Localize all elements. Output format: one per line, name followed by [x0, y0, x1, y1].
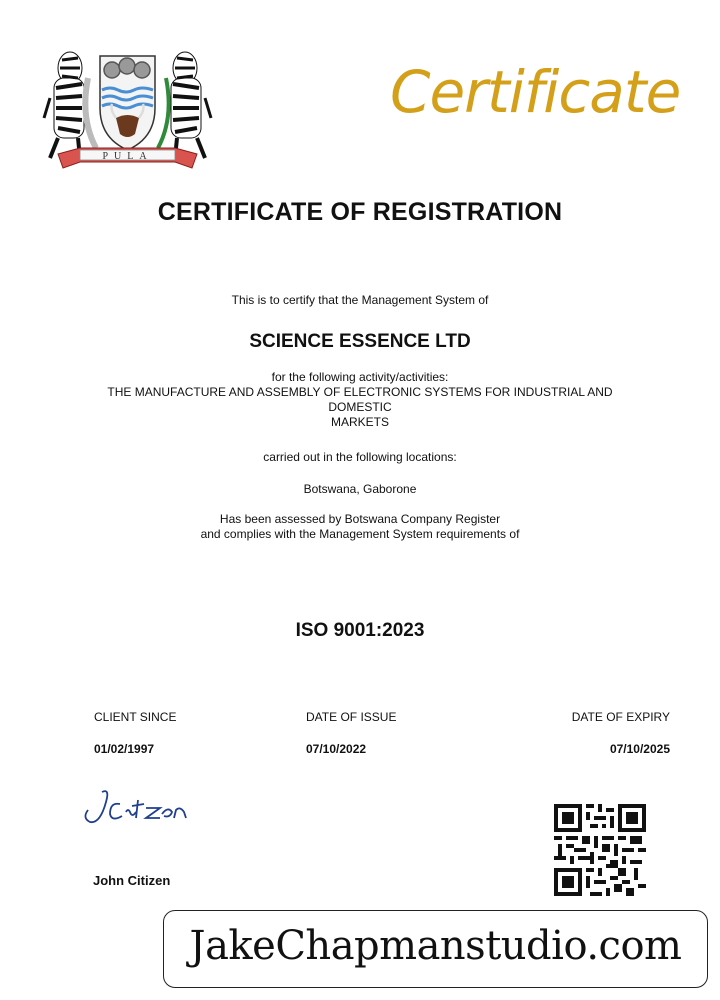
- signature-icon: [80, 782, 200, 832]
- watermark-banner: [163, 910, 708, 988]
- date-of-issue-label: DATE OF ISSUE: [306, 710, 397, 724]
- activity-intro: for the following activity/activities:: [271, 370, 449, 384]
- coat-of-arms-icon: [40, 38, 215, 173]
- client-since-value: 01/02/1997: [94, 742, 155, 756]
- activity-line: THE MANUFACTURE AND ASSEMBLY OF ELECTRONIC SYSTEMS FOR INDUSTRIAL AND: [107, 385, 613, 399]
- page-title: CERTIFICATE OF REGISTRATION: [157, 198, 563, 226]
- date-of-issue-value: 07/10/2022: [306, 742, 367, 756]
- left-zebra: [44, 52, 84, 158]
- activity-block: [0, 370, 720, 430]
- watermark-text: JakeChapmanstudio.com: [189, 923, 682, 969]
- activity-line: DOMESTIC: [328, 400, 392, 414]
- certificate-word: Certificate: [390, 58, 681, 126]
- signatory-name: John Citizen: [93, 873, 171, 888]
- company-name: SCIENCE ESSENCE LTD: [249, 331, 471, 352]
- locations-intro: carried out in the following locations:: [263, 450, 457, 464]
- assessment-line: and complies with the Management System requirements of: [200, 527, 520, 541]
- assessment-statement: [0, 512, 720, 542]
- date-of-expiry-label: DATE OF EXPIRY: [571, 710, 670, 724]
- assessment-line: Has been assessed by Botswana Company Register: [219, 512, 501, 526]
- activity-line: MARKETS: [330, 415, 389, 429]
- client-since-label: CLIENT SINCE: [94, 710, 177, 724]
- date-of-expiry-value: 07/10/2025: [609, 742, 670, 756]
- right-zebra: [171, 52, 211, 158]
- certify-intro: This is to certify that the Management System of: [231, 293, 489, 307]
- iso-standard: ISO 9001:2023: [295, 620, 425, 641]
- motto-text: PULA: [102, 151, 153, 162]
- qr-code-icon: [554, 804, 646, 896]
- sorghum-stalk: [158, 78, 169, 148]
- gear-icon: [104, 62, 120, 78]
- location: Botswana, Gaborone: [303, 482, 417, 496]
- elephant-tusk: [85, 78, 96, 148]
